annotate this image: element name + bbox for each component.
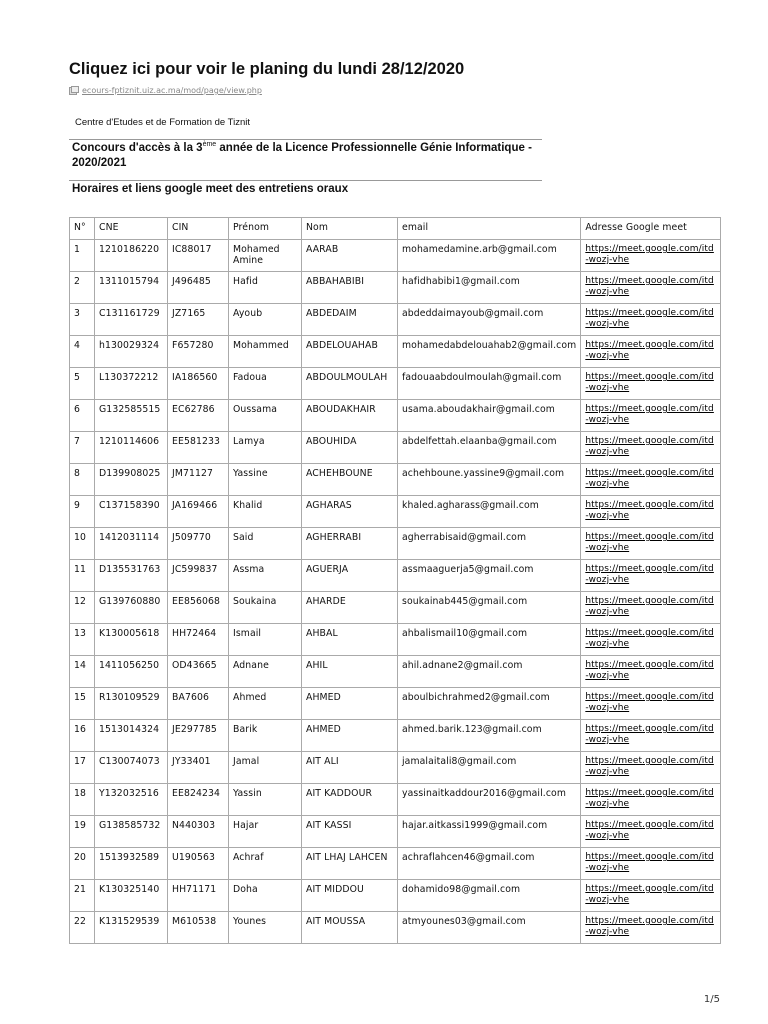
table-row [70,336,721,368]
table-row [70,240,721,272]
row-cin: HH71171 [168,880,229,912]
row-cne: C131161729 [95,304,168,336]
table-row [70,304,721,336]
row-nom: AHMED [302,720,398,752]
row-prenom: Fadoua [229,368,302,400]
row-number: 7 [70,432,95,464]
table-row [70,624,721,656]
row-cne: K130005618 [95,624,168,656]
row-meet-cell [581,912,721,944]
row-cin: J509770 [168,528,229,560]
row-nom: AIT MOUSSA [302,912,398,944]
row-nom: ABDELOUAHAB [302,336,398,368]
row-nom: AIT LHAJ LAHCEN [302,848,398,880]
page-number: 1/5 [703,994,720,1005]
row-cne: 1412031114 [95,528,168,560]
row-nom: AHARDE [302,592,398,624]
row-meet-cell [581,656,721,688]
row-cin: JA169466 [168,496,229,528]
google-meet-link[interactable]: https://meet.google.com/itd-wozj-vhe [585,788,714,809]
row-email: achraflahcen46@gmail.com [398,848,581,880]
row-cin: JZ7165 [168,304,229,336]
concours-superscript: ème [202,141,217,148]
row-number: 1 [70,240,95,272]
concours-text-start: Concours d'accès à la 3 [72,142,203,154]
row-cne: C130074073 [95,752,168,784]
row-nom: AIT KADDOUR [302,784,398,816]
row-nom: ABDEDAIM [302,304,398,336]
row-prenom: Soukaina [229,592,302,624]
row-cne: 1311015794 [95,272,168,304]
row-meet-cell [581,400,721,432]
row-prenom: Mohammed [229,336,302,368]
row-cin: JC599837 [168,560,229,592]
row-prenom: Barik [229,720,302,752]
row-prenom: Oussama [229,400,302,432]
row-email: usama.aboudakhair@gmail.com [398,400,581,432]
row-cin: N440303 [168,816,229,848]
column-header-prenom: Prénom [229,218,302,240]
row-nom: ABDOULMOULAH [302,368,398,400]
row-nom: AIT ALI [302,752,398,784]
row-meet-cell [581,272,721,304]
row-meet-cell [581,496,721,528]
row-prenom: Khalid [229,496,302,528]
row-cne: h130029324 [95,336,168,368]
row-cin: EE824234 [168,784,229,816]
row-cne: Y132032516 [95,784,168,816]
institution-name: Centre d'Etudes et de Formation de Tiznit [75,117,251,128]
row-number: 18 [70,784,95,816]
table-row [70,528,721,560]
row-nom: AIT MIDDOU [302,880,398,912]
row-number: 14 [70,656,95,688]
row-number: 3 [70,304,95,336]
google-meet-link[interactable]: https://meet.google.com/itd-wozj-vhe [585,596,714,617]
row-number: 6 [70,400,95,432]
row-number: 5 [70,368,95,400]
row-prenom: Said [229,528,302,560]
row-cne: 1210186220 [95,240,168,272]
row-cne: 1411056250 [95,656,168,688]
row-cne: G139760880 [95,592,168,624]
row-meet-cell [581,560,721,592]
row-cin: JE297785 [168,720,229,752]
row-cin: F657280 [168,336,229,368]
google-meet-link[interactable]: https://meet.google.com/itd-wozj-vhe [585,756,714,777]
google-meet-link[interactable]: https://meet.google.com/itd-wozj-vhe [585,276,714,297]
table-row [70,784,721,816]
google-meet-link[interactable]: https://meet.google.com/itd-wozj-vhe [585,372,714,393]
row-cin: EE581233 [168,432,229,464]
row-cin: EC62786 [168,400,229,432]
column-header-meet: Adresse Google meet [581,218,721,240]
row-meet-cell [581,688,721,720]
google-meet-link[interactable]: https://meet.google.com/itd-wozj-vhe [585,692,714,713]
row-nom: AHMED [302,688,398,720]
row-cin: JY33401 [168,752,229,784]
source-url[interactable] [69,86,262,95]
row-number: 9 [70,496,95,528]
row-email: ahmed.barik.123@gmail.com [398,720,581,752]
row-meet-cell [581,240,721,272]
row-cne: K131529539 [95,912,168,944]
google-meet-link[interactable]: https://meet.google.com/itd-wozj-vhe [585,308,714,329]
table-row [70,688,721,720]
row-email: mohamedabdelouahab2@gmail.com [398,336,581,368]
google-meet-link[interactable]: https://meet.google.com/itd-wozj-vhe [585,852,714,873]
table-row [70,560,721,592]
table-row [70,496,721,528]
row-number: 21 [70,880,95,912]
page-icon [69,86,79,95]
google-meet-link[interactable]: https://meet.google.com/itd-wozj-vhe [585,244,714,265]
row-cin: IA186560 [168,368,229,400]
row-cin: M610538 [168,912,229,944]
row-cin: EE856068 [168,592,229,624]
table-row [70,432,721,464]
row-cin: HH72464 [168,624,229,656]
row-email: ahil.adnane2@gmail.com [398,656,581,688]
column-header-number: N° [70,218,95,240]
row-email: soukainab445@gmail.com [398,592,581,624]
google-meet-link[interactable]: https://meet.google.com/itd-wozj-vhe [585,404,714,425]
table-row [70,848,721,880]
row-meet-cell [581,368,721,400]
table-body [70,240,721,944]
row-email: jamalaitali8@gmail.com [398,752,581,784]
row-nom: AGHARAS [302,496,398,528]
table-row [70,752,721,784]
row-prenom: Mohamed Amine [229,240,302,272]
row-prenom: Hafid [229,272,302,304]
google-meet-link[interactable]: https://meet.google.com/itd-wozj-vhe [585,884,714,905]
row-nom: AHIL [302,656,398,688]
row-prenom: Hajar [229,816,302,848]
row-email: hafidhabibi1@gmail.com [398,272,581,304]
row-email: abdelfettah.elaanba@gmail.com [398,432,581,464]
row-prenom: Jamal [229,752,302,784]
row-email: aboulbichrahmed2@gmail.com [398,688,581,720]
table-row [70,720,721,752]
source-url-text[interactable]: ecours-fptiznit.uiz.ac.ma/mod/page/view.php [82,86,262,95]
row-nom: AHBAL [302,624,398,656]
row-number: 20 [70,848,95,880]
row-number: 17 [70,752,95,784]
row-email: mohamedamine.arb@gmail.com [398,240,581,272]
divider [69,139,542,140]
concours-text-end: année de la Licence Professionnelle Génie Informatique - 2020/2021 [72,142,532,169]
row-meet-cell [581,880,721,912]
table-header-row [70,218,721,240]
row-nom: AGHERRABI [302,528,398,560]
row-meet-cell [581,624,721,656]
row-prenom: Ismail [229,624,302,656]
row-cne: 1513932589 [95,848,168,880]
row-nom: ACHEHBOUNE [302,464,398,496]
row-meet-cell [581,304,721,336]
row-number: 2 [70,272,95,304]
page-title[interactable]: Cliquez ici pour voir le planing du lundi 28/12/2020 [69,60,465,78]
row-prenom: Yassine [229,464,302,496]
row-meet-cell [581,592,721,624]
google-meet-link[interactable]: https://meet.google.com/itd-wozj-vhe [585,820,714,841]
candidates-table [69,217,721,944]
table-row [70,592,721,624]
row-number: 19 [70,816,95,848]
row-prenom: Adnane [229,656,302,688]
google-meet-link[interactable]: https://meet.google.com/itd-wozj-vhe [585,340,714,361]
google-meet-link[interactable]: https://meet.google.com/itd-wozj-vhe [585,916,714,937]
row-cin: U190563 [168,848,229,880]
row-prenom: Doha [229,880,302,912]
row-prenom: Ayoub [229,304,302,336]
column-header-nom: Nom [302,218,398,240]
row-prenom: Assma [229,560,302,592]
row-nom: ABOUDAKHAIR [302,400,398,432]
concours-heading [72,141,542,170]
row-email: fadouaabdoulmoulah@gmail.com [398,368,581,400]
row-number: 22 [70,912,95,944]
row-meet-cell [581,816,721,848]
row-nom: ABBAHABIBI [302,272,398,304]
row-number: 13 [70,624,95,656]
row-number: 16 [70,720,95,752]
google-meet-link[interactable]: https://meet.google.com/itd-wozj-vhe [585,564,714,585]
column-header-email: email [398,218,581,240]
row-nom: AIT KASSI [302,816,398,848]
row-prenom: Lamya [229,432,302,464]
row-email: khaled.agharass@gmail.com [398,496,581,528]
row-meet-cell [581,528,721,560]
row-number: 8 [70,464,95,496]
row-email: ahbalismail10@gmail.com [398,624,581,656]
row-cne: 1210114606 [95,432,168,464]
row-meet-cell [581,464,721,496]
row-prenom: Younes [229,912,302,944]
row-cne: D139908025 [95,464,168,496]
row-cin: IC88017 [168,240,229,272]
table-row [70,368,721,400]
row-prenom: Achraf [229,848,302,880]
row-email: assmaaguerja5@gmail.com [398,560,581,592]
row-cne: G138585732 [95,816,168,848]
row-prenom: Ahmed [229,688,302,720]
row-nom: AARAB [302,240,398,272]
table-row [70,816,721,848]
row-meet-cell [581,752,721,784]
divider [69,180,542,181]
google-meet-link[interactable]: https://meet.google.com/itd-wozj-vhe [585,532,714,553]
row-cne: 1513014324 [95,720,168,752]
row-email: achehboune.yassine9@gmail.com [398,464,581,496]
row-cne: G132585515 [95,400,168,432]
row-email: dohamido98@gmail.com [398,880,581,912]
row-email: agherrabisaid@gmail.com [398,528,581,560]
table-row [70,656,721,688]
row-prenom: Yassin [229,784,302,816]
row-nom: AGUERJA [302,560,398,592]
row-cne: R130109529 [95,688,168,720]
google-meet-link[interactable]: https://meet.google.com/itd-wozj-vhe [585,468,714,489]
google-meet-link[interactable]: https://meet.google.com/itd-wozj-vhe [585,724,714,745]
row-meet-cell [581,432,721,464]
row-meet-cell [581,848,721,880]
table-row [70,880,721,912]
row-meet-cell [581,720,721,752]
google-meet-link[interactable]: https://meet.google.com/itd-wozj-vhe [585,436,714,457]
table-row [70,272,721,304]
row-meet-cell [581,784,721,816]
row-cin: BA7606 [168,688,229,720]
row-email: abdeddaimayoub@gmail.com [398,304,581,336]
row-number: 4 [70,336,95,368]
row-email: yassinaitkaddour2016@gmail.com [398,784,581,816]
row-email: hajar.aitkassi1999@gmail.com [398,816,581,848]
row-number: 15 [70,688,95,720]
row-cne: K130325140 [95,880,168,912]
column-header-cne: CNE [95,218,168,240]
table-row [70,400,721,432]
section-title: Horaires et liens google meet des entretiens oraux [72,183,349,195]
google-meet-link[interactable]: https://meet.google.com/itd-wozj-vhe [585,500,714,521]
row-number: 10 [70,528,95,560]
row-meet-cell [581,336,721,368]
row-cne: L130372212 [95,368,168,400]
row-cin: JM71127 [168,464,229,496]
google-meet-link[interactable]: https://meet.google.com/itd-wozj-vhe [585,628,714,649]
row-cne: C137158390 [95,496,168,528]
row-email: atmyounes03@gmail.com [398,912,581,944]
row-number: 11 [70,560,95,592]
row-cin: OD43665 [168,656,229,688]
row-nom: ABOUHIDA [302,432,398,464]
table-row [70,912,721,944]
google-meet-link[interactable]: https://meet.google.com/itd-wozj-vhe [585,660,714,681]
row-cin: J496485 [168,272,229,304]
column-header-cin: CIN [168,218,229,240]
row-cne: D135531763 [95,560,168,592]
table-row [70,464,721,496]
row-number: 12 [70,592,95,624]
